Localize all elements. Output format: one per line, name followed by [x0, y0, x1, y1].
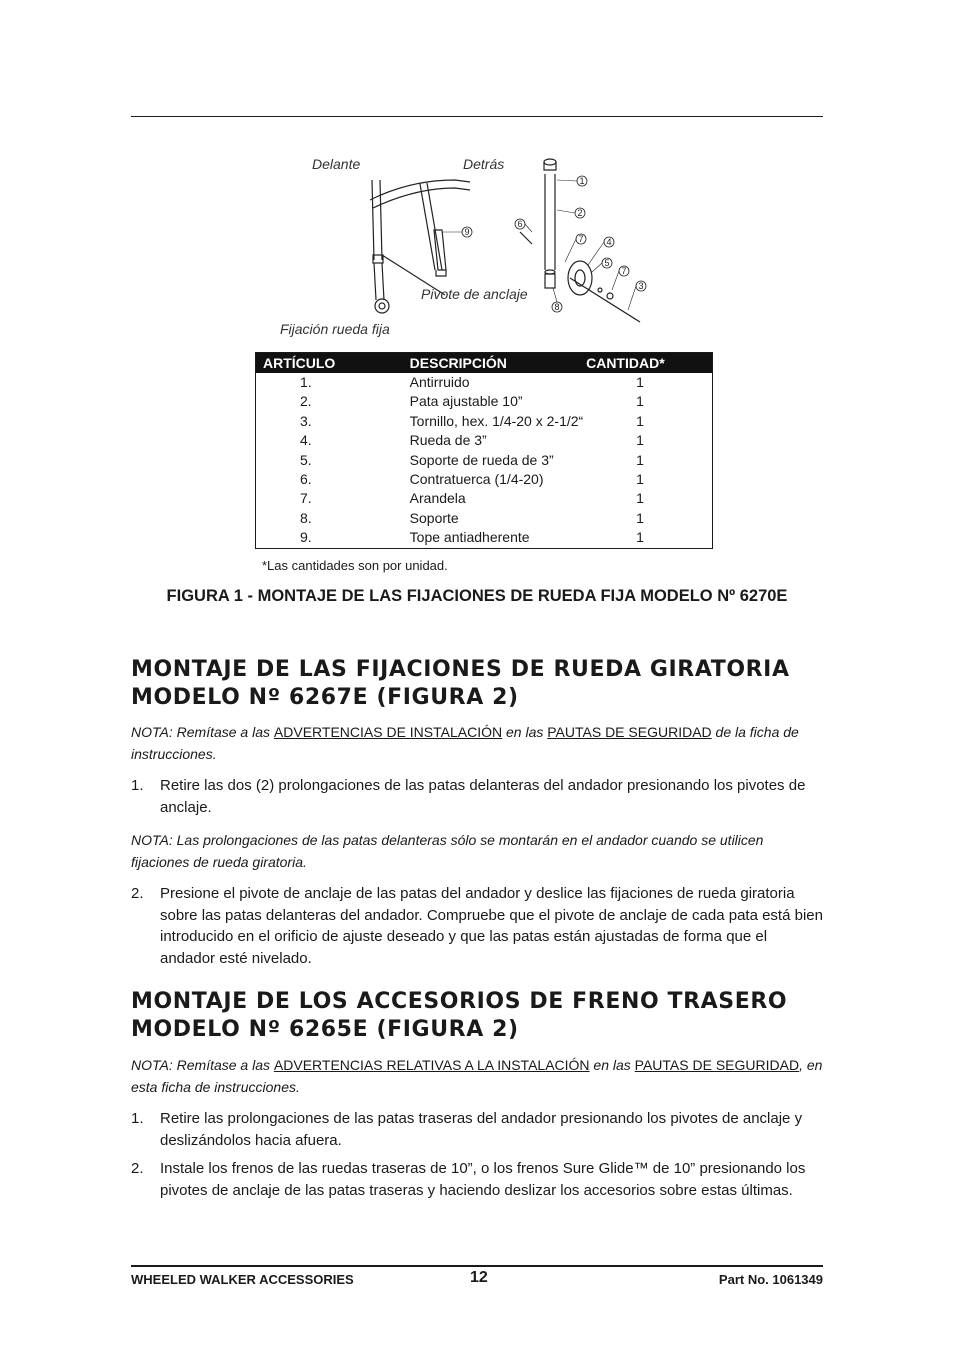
row-desc: Rueda de 3” — [409, 432, 487, 449]
section2-step1: 1. Retire las prolongaciones de las patas traseras del andador presionando los pivotes de anclaje y deslizándolos hacia afuera. — [131, 1110, 803, 1149]
link-safety-guidelines: PAUTAS DE SEGURIDAD — [634, 1057, 800, 1073]
callout-4: 4 — [606, 237, 612, 247]
section1-note2: NOTA: Las prolongaciones de las patas delanteras sólo se montarán en el andador cuando se utilicen fijaciones de rueda giratoria. — [131, 832, 764, 870]
label-back: Detrás — [463, 156, 505, 172]
parts-table — [255, 352, 713, 549]
row-desc: Pata ajustable 10” — [409, 393, 523, 410]
section2-step2: 2. Instale los frenos de las ruedas traseras de 10”, o los frenos Sure Glide™ de 10” presionando los pivotes de anclaje de las patas traseras y haciendo deslizar los accesorios sobre estas últimas. — [131, 1160, 806, 1199]
row-desc: Tope antiadherente — [409, 529, 530, 546]
section2-heading: MONTAJE DE LOS ACCESORIOS DE FRENO TRASERO MODELO Nº 6265E (FIGURA 2) — [131, 989, 788, 1042]
table-row — [256, 373, 713, 392]
callout-8: 8 — [554, 302, 560, 312]
section2-note1: NOTA: Remítase a las ADVERTENCIAS RELATIVAS A LA INSTALACIÓN en las PAUTAS DE SEGURIDAD, en esta ficha de instrucciones. — [131, 1057, 823, 1095]
row-desc: Tornillo, hex. 1/4-20 x 2-1/2“ — [409, 412, 584, 429]
table-row — [256, 528, 713, 548]
table-row — [256, 412, 713, 431]
header-item: ARTÍCULO — [256, 353, 410, 374]
row-qty: 1 — [636, 432, 644, 449]
table-row — [256, 431, 713, 450]
callout-1: 1 — [579, 176, 585, 186]
row-qty: 1 — [636, 509, 644, 526]
callout-9: 9 — [464, 227, 470, 237]
table-row — [256, 509, 713, 528]
section1-heading: MONTAJE DE LAS FIJACIONES DE RUEDA GIRATORIA MODELO Nº 6267E (FIGURA 2) — [131, 657, 790, 710]
part-number: Part No. 1061349 — [718, 1272, 823, 1287]
section1-step1: 1. Retire las dos (2) prolongaciones de las patas delanteras del andador presionando los pivotes de anclaje. — [131, 777, 806, 816]
footer-title: WHEELED WALKER ACCESSORIES — [131, 1272, 354, 1287]
row-qty: 1 — [636, 412, 644, 429]
table-row — [256, 489, 713, 508]
row-num: 6. — [300, 471, 312, 488]
callout-7b: 7 — [621, 266, 627, 276]
figure-caption: FIGURA 1 - MONTAJE DE LAS FIJACIONES DE RUEDA FIJA MODELO Nº 6270E — [166, 587, 788, 605]
table-row — [256, 470, 713, 489]
callout-6: 6 — [517, 219, 523, 229]
row-desc: Antirruido — [409, 374, 470, 390]
row-desc: Arandela — [409, 490, 466, 507]
label-fixed-caster: Fijación rueda fija — [280, 321, 390, 337]
row-num: 9. — [300, 529, 312, 546]
table-footnote: *Las cantidades son por unidad. — [262, 558, 448, 573]
row-num: 2. — [300, 393, 312, 410]
header-description: DESCRIPCIÓN — [410, 353, 586, 374]
row-qty: 1 — [636, 451, 644, 468]
row-num: 8. — [300, 509, 312, 526]
row-num: 4. — [300, 432, 312, 449]
callout-2: 2 — [577, 208, 583, 218]
table-row — [256, 392, 713, 411]
callout-7a: 7 — [578, 234, 584, 244]
row-desc: Soporte — [409, 509, 459, 526]
table-header-row — [256, 353, 713, 374]
footer-rule — [131, 1265, 823, 1267]
row-qty: 1 — [636, 374, 644, 390]
label-front: Delante — [312, 156, 361, 172]
top-rule — [131, 116, 823, 117]
header-quantity: CANTIDAD* — [586, 353, 712, 374]
page-number: 12 — [470, 1269, 488, 1286]
callout-5: 5 — [604, 258, 610, 268]
row-qty: 1 — [636, 471, 644, 488]
row-num: 5. — [300, 451, 312, 468]
assembly-diagram — [270, 150, 690, 345]
row-desc: Soporte de rueda de 3” — [409, 451, 554, 468]
section1-step2: 2. Presione el pivote de anclaje de las patas del andador y deslice las fijaciones de rueda giratoria sobre las patas delanteras del andador. Compruebe que el pivote de anclaje de cada pata está bien introducido en el orificio de ajuste deseado y que las patas están ajustadas de forma que el andador esté nivelado. — [131, 885, 823, 967]
section1-note1: NOTA: Remítase a las ADVERTENCIAS DE INSTALACIÓN en las PAUTAS DE SEGURIDAD de la ficha de instrucciones. — [131, 724, 799, 762]
link-safety-guidelines: PAUTAS DE SEGURIDAD — [547, 724, 712, 740]
row-num: 7. — [300, 490, 312, 507]
table-row — [256, 451, 713, 470]
link-installation-warnings: ADVERTENCIAS RELATIVAS A LA INSTALACIÓN — [273, 1057, 590, 1073]
callout-3: 3 — [638, 281, 644, 291]
row-num: 1. — [300, 374, 312, 390]
row-qty: 1 — [636, 490, 644, 507]
row-desc: Contratuerca (1/4-20) — [409, 471, 544, 488]
row-qty: 1 — [636, 529, 644, 546]
row-qty: 1 — [636, 393, 644, 410]
link-installation-warnings: ADVERTENCIAS DE INSTALACIÓN — [273, 724, 503, 740]
row-num: 3. — [300, 412, 312, 429]
label-pivot: Pivote de anclaje — [421, 286, 528, 302]
